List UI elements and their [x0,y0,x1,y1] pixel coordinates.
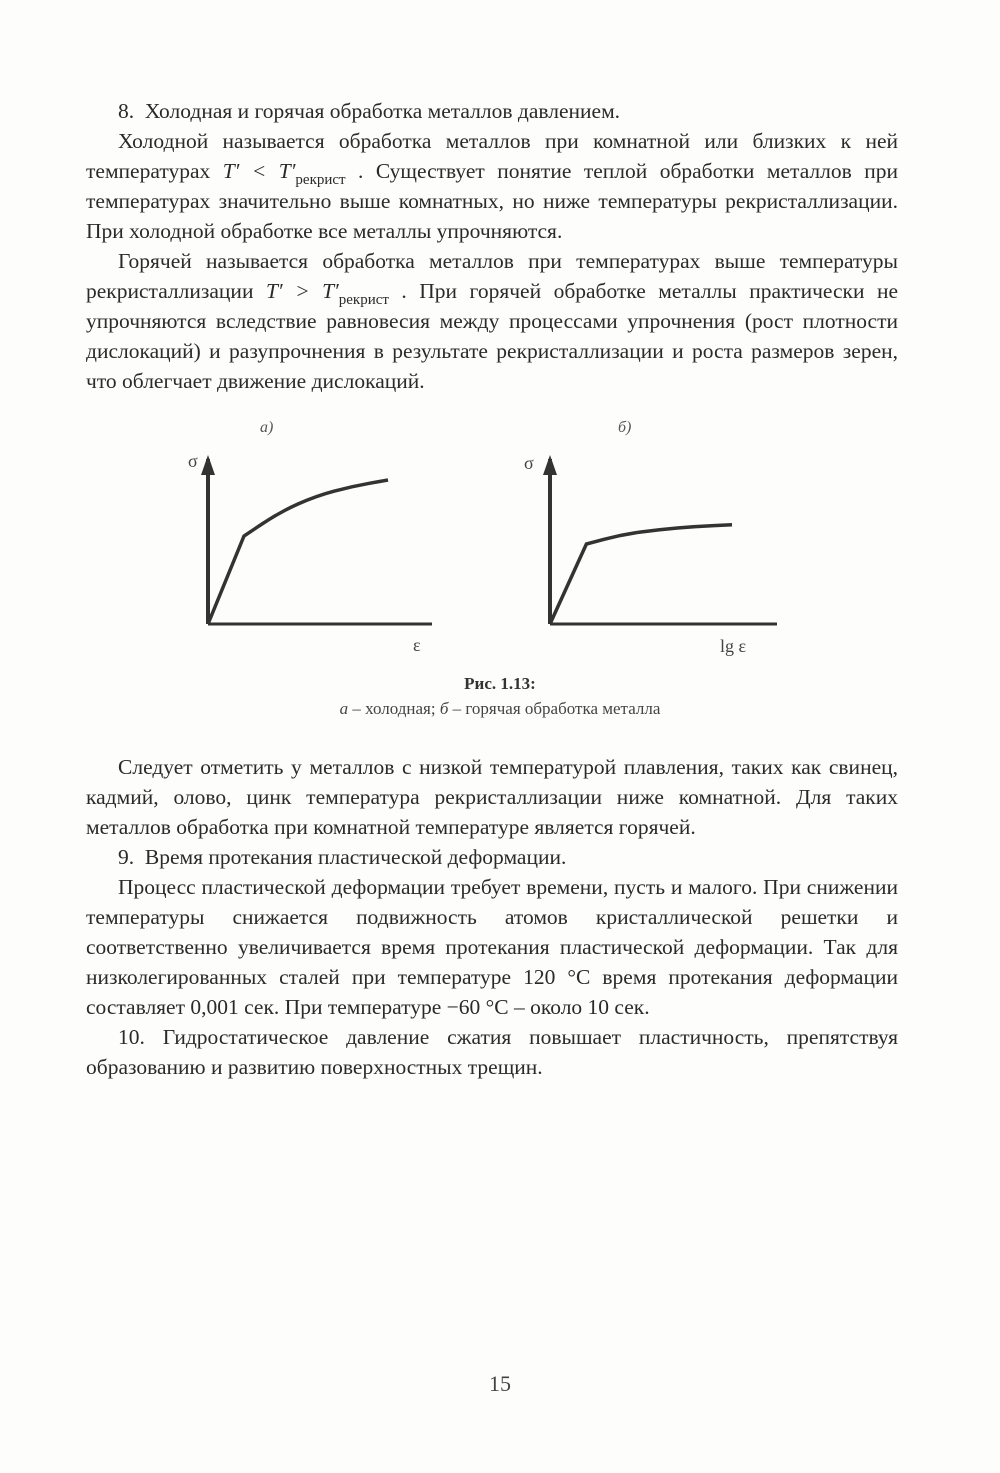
hot-formula-main: T′ > T′ [265,279,339,303]
panel-b-label: б) [618,419,632,436]
cold-formula [222,159,346,188]
section-8-text [86,96,898,396]
panel-a-label: а) [260,419,274,436]
caption-b-text: – горячая обработка металла [448,699,661,718]
panel-b-x-label: lg ε [720,636,747,656]
caption-b-marker: б [439,699,449,718]
panel-a-y-arrow [201,455,215,475]
hot-working-paragraph [86,246,898,396]
following-text [86,752,898,1082]
figure-caption-title: Рис. 1.13: [464,674,536,693]
section-8-heading: 8. Холодная и горячая обработка металлов давлением. [118,99,621,123]
panel-b-curve [550,525,732,624]
panel-b-y-label: σ [524,453,534,473]
stress-strain-charts [170,415,830,670]
figure-1-13 [170,415,830,670]
section-9-heading: 9. Время протекания пластической деформации. [118,845,567,869]
hot-formula-subscript: рекрист [338,292,389,308]
caption-a-text: – холодная; [348,699,440,718]
cold-formula-subscript: рекрист [295,172,346,188]
panel-a-x-label: ε [413,635,421,655]
figure-caption-description [0,699,1000,719]
cold-text-part1: Холодной называется обработка металлов при комнатной или близких к ней температурах [86,129,898,183]
cold-working-paragraph [86,126,898,246]
cold-text-part2: . Существует понятие теплой обработки металлов при температурах значительно выше комнатных, но ниже температуры рекристаллизации. При холодной обработке все металлы упрочняются. [86,159,898,243]
low-melting-paragraph: Следует отметить у металлов с низкой температурой плавления, таких как свинец, кадмий, олово, цинк температура рекристаллизации ниже комнатной. Для таких металлов обработка при комнатной температуре является горячей. [86,755,898,839]
hot-text-part1: Горячей называется обработка металлов при температурах выше температуры рекристаллизации [86,249,898,303]
chart-panel-a [188,451,432,655]
page-number: 15 [489,1371,511,1396]
panel-a-curve [208,480,388,624]
chart-panel-b [524,453,777,656]
section-10-paragraph: 10. Гидростатическое давление сжатия повышает пластичность, препятствуя образованию и развитию поверхностных трещин. [86,1025,898,1079]
panel-b-y-arrow [543,455,557,475]
caption-a-marker: а [339,699,349,718]
cold-formula-main: T′ < T′ [222,159,296,183]
panel-a-y-label: σ [188,451,198,471]
deformation-time-paragraph: Процесс пластической деформации требует времени, пусть и малого. При снижении температуры снижается подвижность атомов кристаллической решетки и соответственно увеличивается время протекания пластической деформации. Так для низколегированных сталей при температуре 120 °С время протекания деформации составляет 0,001 сек. При температуре −60 °С – около 10 сек. [86,875,898,1019]
hot-formula [265,279,389,308]
hot-text-part2: . При горячей обработке металлы практически не упрочняются вследствие равновесия между процессами упрочнения (рост плотности дислокаций) и разупрочнения в результате рекристаллизации и роста размеров зерен, что облегчает движение дислокаций. [86,279,898,393]
